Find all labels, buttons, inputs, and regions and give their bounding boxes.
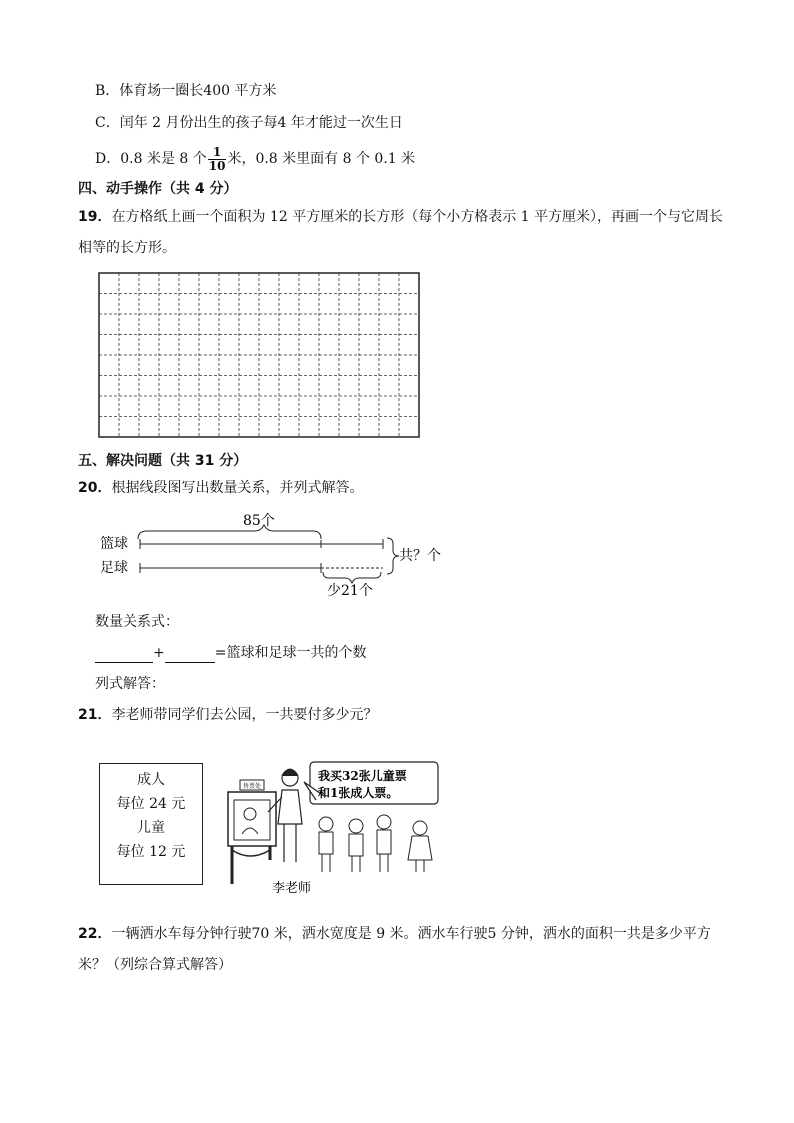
question-21-line [78,705,377,725]
option-b: B．体育场一圈长400 平方米 [95,83,277,99]
fraction-one-tenth [208,146,227,173]
question-21-number: 21． [78,707,112,723]
option-c: C．闰年 2 月份出生的孩子每4 年才能过一次生日 [95,115,403,131]
question-22-line2: 米？（列综合算式解答） [78,957,232,973]
price-child-value: 每位 12 元 [116,844,186,860]
booth-sign-text: 售票处 [243,783,262,790]
question-19-number: 19． [78,209,112,225]
teacher-body [278,790,302,824]
question-22-number: 22． [78,926,112,942]
right-brace [387,538,399,574]
difference-label: 少21个 [327,583,373,599]
teacher-hair [282,769,298,776]
relation-blank-2[interactable] [165,648,215,663]
price-board [99,763,203,885]
clerk-body [242,828,258,834]
top-brace [138,525,321,539]
question-19-line2: 相等的长方形。 [78,240,176,256]
relation-label: 数量关系式： [95,614,179,630]
price-child-label: 儿童 [137,820,165,836]
option-d-suffix: 米，0.8 米里面有 8 个 0.1 米 [227,151,416,167]
question-22-line1 [78,924,711,944]
relation-line [95,643,366,663]
question-19-text: 在方格纸上画一个面积为 12 平方厘米的长方形（每个小方格表示 1 平方厘米），再画一个与它周长 [111,209,724,225]
child-2 [349,819,363,872]
fraction-numerator: 1 [208,146,227,160]
relation-rest: =篮球和足球一共的个数 [214,645,367,661]
teacher-caption: 李老师 [272,881,312,896]
section4-heading: 四、动手操作（共 4 分） [78,181,238,197]
ticket-booth-illustration [220,742,442,900]
bottom-brace [323,572,381,583]
question-20-text: 根据线段图写出数量关系，并列式解答。 [111,480,364,496]
top-brace-label: 85个 [243,513,275,529]
question-22-text: 一辆洒水车每分钟行驶70 米，洒水宽度是 9 米。洒水车行驶5 分钟，洒水的面积一共是多少平方 [111,926,711,942]
child-1 [319,817,333,872]
speech-line-2: 和1张成人票。 [318,786,399,800]
relation-blank-1[interactable] [95,648,153,663]
question-21-text: 李老师带同学们去公园，一共要付多少元？ [111,707,378,723]
row-basketball-label: 篮球 [100,536,128,552]
segment-diagram [95,508,455,600]
relation-plus: + [153,645,165,661]
price-adult-label: 成人 [137,772,165,788]
speech-line-1: 我买32张儿童票 [318,769,407,783]
question-20-line [78,478,363,498]
section5-heading: 五、解决问题（共 31 分） [78,453,248,469]
answer-label: 列式解答： [95,676,165,692]
row-football-label: 足球 [100,560,128,576]
question-19-line1 [78,207,723,227]
option-d-prefix: D．0.8 米是 8 个 [95,151,207,167]
fraction-denominator: 10 [208,158,226,173]
option-d [95,144,415,174]
child-3 [377,815,391,872]
barrier-rope [232,850,270,856]
question-20-number: 20． [78,480,112,496]
child-4 [408,821,432,872]
total-label: 共？个 [399,548,441,564]
price-adult-value: 每位 24 元 [116,796,186,812]
grid-paper[interactable] [98,272,422,440]
clerk-head [244,808,256,820]
